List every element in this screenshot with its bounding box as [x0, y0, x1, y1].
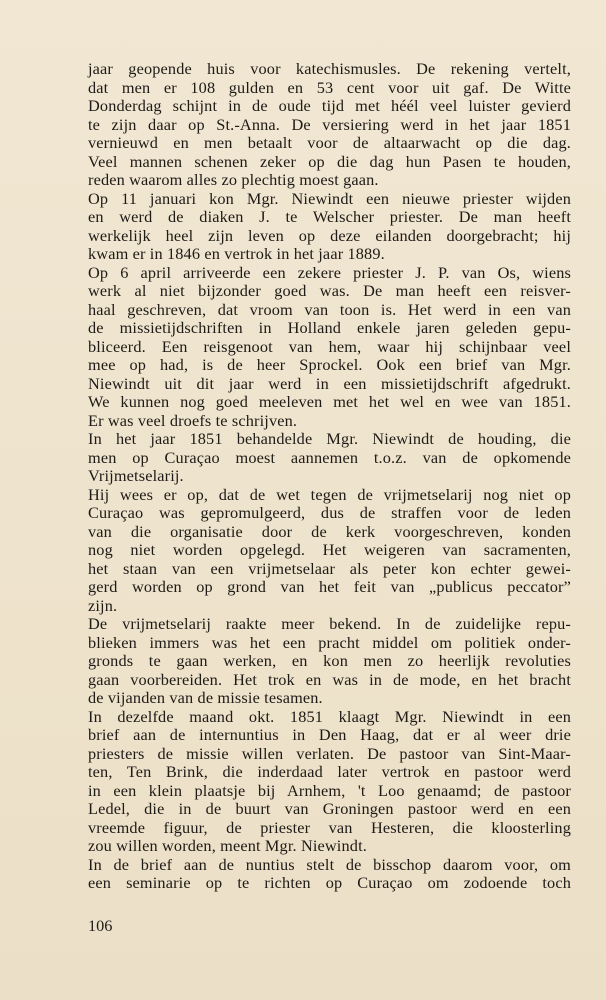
page-number: 106	[88, 916, 113, 935]
text-line: werk al niet bijzonder goed was. De man heeft een reisver-	[88, 281, 571, 300]
text-line: te zijn daar op St.-Anna. De versiering werd in het jaar 1851	[88, 114, 571, 134]
text-line: het staan van een vrijmetselaar als peter kon echter gewei-	[88, 558, 571, 578]
text-line: Niewindt uit dit jaar werd in een missietijdschrift afgedrukt.	[88, 373, 571, 393]
text-line: blieken immers was het een pracht middel om politiek onder-	[88, 632, 571, 652]
text-line: brief aan de internuntius in Den Haag, dat er al weer drie	[88, 725, 571, 744]
text-line: de vijanden van de missie tesamen.	[88, 688, 323, 707]
text-line: zijn.	[88, 595, 118, 615]
text-line: de missietijdschriften in Holland enkele jaren geleden gepu-	[88, 318, 571, 337]
text-line: van die organisatie door de kerk voorgeschreven, konden	[88, 521, 571, 541]
text-line: We kunnen nog goed meeleven met het wel en wee van 1851.	[88, 392, 571, 411]
text-line: een seminarie op te richten op Curaçao om zodoende toch	[88, 873, 571, 892]
text-line: priesters de missie willen verlaten. De pastoor van Sint-Maar-	[88, 743, 571, 763]
body-text	[88, 60, 571, 893]
text-line: zou willen worden, meent Mgr. Niewindt.	[88, 836, 367, 855]
text-line: gronds te gaan werken, en kon men zo heerlijk revoluties	[88, 651, 571, 670]
text-line: Op 6 april arriveerde een zekere priester J. P. van Os, wiens	[88, 262, 571, 282]
text-line: haal geschreven, dat vroom van toon is. Het werd in een van	[88, 299, 571, 319]
text-line: en werd de diaken J. te Welscher priester. De man heeft	[88, 207, 571, 226]
text-line: dat men er 108 gulden en 53 cent voor uit gaf. De Witte	[88, 77, 571, 97]
text-line: Er was veel droefs te schrijven.	[88, 410, 298, 430]
text-line: Curaçao was gepromulgeerd, dus de straffen voor de leden	[88, 503, 571, 522]
text-line: ten, Ten Brink, die inderdaad later vertrok en pastoor werd	[88, 762, 571, 781]
text-line: Vrijmetselarij.	[88, 466, 184, 485]
text-line: bliceerd. Een reisgenoot van hem, waar hij schijnbaar veel	[88, 336, 571, 356]
text-line: Donderdag schijnt in de oude tijd met héél veel luister gevierd	[88, 96, 571, 115]
text-line: werkelijk heel zijn leven op deze eilanden doorgebracht; hij	[88, 225, 571, 245]
text-line: In dezelfde maand okt. 1851 klaagt Mgr. Niewindt in een	[88, 706, 571, 726]
text-line: Hij wees er op, dat de wet tegen de vrijmetselarij nog niet op	[88, 484, 571, 504]
text-line: reden waarom alles zo plechtig moest gaan.	[88, 170, 379, 189]
text-line: kwam er in 1846 en vertrok in het jaar 1889.	[88, 244, 385, 263]
text-line: nog niet worden opgelegd. Het weigeren van sacramenten,	[88, 540, 571, 559]
text-line: In de brief aan de nuntius stelt de bisschop daarom voor, om	[88, 854, 571, 874]
text-line: Ledel, die in de buurt van Groningen pastoor werd en een	[88, 799, 571, 818]
text-line: vernieuwd en men betaalt voor de altaarwacht op die dag.	[88, 133, 571, 152]
text-line: vreemde figuur, de priester van Hesteren, die kloosterling	[88, 817, 571, 837]
text-line: mee op had, is de heer Sprockel. Ook een brief van Mgr.	[88, 355, 571, 374]
text-line: men op Curaçao moest aannemen t.o.z. van de opkomende	[88, 447, 571, 467]
text-line: gerd worden op grond van het feit van „publicus peccator”	[88, 577, 571, 596]
text-line: De vrijmetselarij raakte meer bekend. In de zuidelijke repu-	[88, 614, 571, 633]
text-line: Op 11 januari kon Mgr. Niewindt een nieuwe priester wijden	[88, 188, 571, 208]
text-line: jaar geopende huis voor katechismusles. De rekening vertelt,	[88, 59, 571, 78]
text-line: in een klein plaatsje bij Arnhem, 't Loo genaamd; de pastoor	[88, 780, 571, 800]
text-line: In het jaar 1851 behandelde Mgr. Niewindt de houding, die	[88, 429, 571, 448]
text-line: Veel mannen schenen zeker op die dag hun Pasen te houden,	[88, 151, 571, 171]
text-line: gaan voorbereiden. Het trok en was in de mode, en het bracht	[88, 669, 571, 689]
